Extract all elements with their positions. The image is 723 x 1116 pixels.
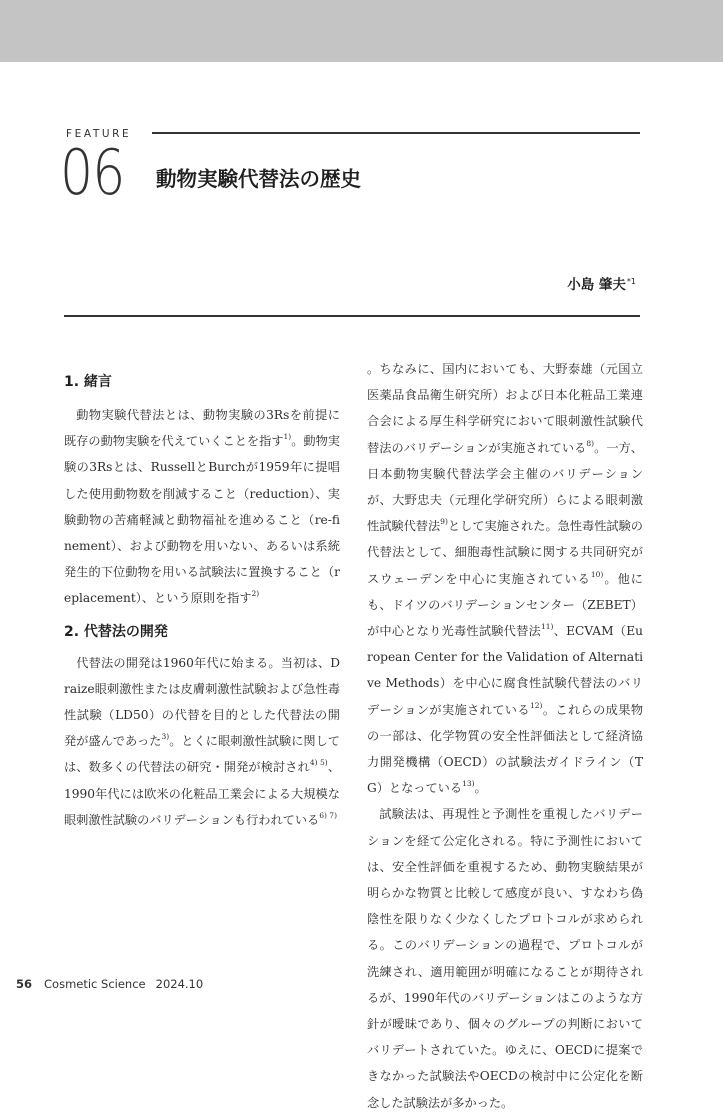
citation-ref: 4) 5) (309, 758, 328, 768)
article-title: 動物実験代替法の歴史 (156, 167, 361, 191)
author-rule (64, 315, 640, 317)
text-run: 代替法の開発は1960年代に始まる。当初は、Draize眼刺激性または皮膚刺激性試験および急性毒性試験（LD50）の代替を目的とした代替法の開発が盛んであった (64, 655, 340, 749)
author-footnote-mark: *1 (626, 277, 636, 286)
citation-ref: 2) (251, 589, 260, 599)
section-heading: 1. 緒言 (64, 374, 112, 390)
top-band (0, 0, 723, 62)
citation-ref: 10) (590, 569, 604, 579)
text-run: 。とくに眼刺激性試験に関しては、数多くの代替法の研究・開発が検討され (64, 734, 340, 775)
feature-rule (152, 132, 640, 134)
text-run: 。これらの成果物の一部は、化学物質の安全性評価法として経済協力開発機構（OECD）の試験法ガイドライン（TG）となっている (367, 702, 644, 796)
text-run: 。他にも、ドイツのバリデーションセンター（ZEBET）が中心となり光毒性試験代替法 (367, 571, 643, 639)
feature-number: 06 (60, 136, 125, 209)
issue-date: 2024.10 (155, 977, 204, 991)
paragraph (367, 356, 643, 801)
left-column (64, 372, 340, 833)
text-run: 。 (474, 781, 487, 796)
text-run: 試験法は、再現性と予測性を重視したバリデーションを経て公定化される。特に予測性においては、安全性評価を重視するため、動物実験結果が明らかな物質と比較して感度が良い、すなわち偽陰性を限りなく少なくしたプロトコルが求められる。このバリデーションの過程で、プロトコルが洗練され、適用範囲が明確になることが期待されるが、1990年代のバリデーションはこのような方針が曖昧であり、個々のグループの判断において バリデートされていた。ゆえに、OECDに提案できなかった試験法やOECDの検討中に公定化を断念した試験法が多かった。 (367, 807, 643, 1110)
paragraph (64, 402, 340, 612)
text-run: 。一方、日本動物実験代替法学会主催のバリデーションが、大野忠夫（元理化学研究所）らによる眼刺激性試験代替法 (367, 440, 643, 534)
right-column (367, 356, 643, 1116)
section-heading: 2. 代替法の開発 (64, 623, 168, 640)
author (567, 273, 636, 293)
text-run: として実施された。急性毒性試験の代替法として、細胞毒性試験に関する共同研究がスウェーデンを中心に実施されている (367, 519, 643, 586)
feature-label: FEATURE (66, 128, 132, 140)
citation-ref: 3) (161, 732, 170, 742)
text-run: 。動物実験の3Rsとは、RussellとBurchが1959年に提唱した使用動物数を削減すること（reduction）、実験動物の苦痛軽減と動物福祉を進めること（re-finement）、および動物を用いない、あるいは系統発生的下位動物を用いる試験法に置換すること（replacement）、という原則を指す (64, 434, 340, 606)
citation-ref: 6) 7) (319, 810, 337, 820)
citation-ref: 11) (540, 622, 554, 632)
text-run: 動物実験代替法とは、動物実験の3Rsを前提に既存の動物実験を代えていくことを指す (64, 408, 340, 449)
citation-ref: 9) (440, 517, 448, 527)
page-number: 56 (16, 977, 33, 991)
citation-ref: 1) (283, 432, 292, 442)
text-run: 、ECVAM（European Center for the Validation of Alternative Methods）を中心に腐食性試験代替法のバリデーションが実施されている (367, 624, 644, 717)
text-run: 、1990年代には欧米の化粧品工業会による大規模な眼刺激性試験のバリデーションも行われている (64, 760, 341, 827)
citation-ref: 12) (529, 700, 543, 710)
paragraph (64, 650, 340, 833)
citation-ref: 8) (586, 438, 595, 448)
text-run: 。ちなみに、国内においても、大野泰雄（元国立医薬品食品衛生研究所）および日本化粧品工業連合会による厚生科学研究において眼刺激性試験代替法のバリデーションが実施されている (367, 362, 643, 455)
footer (16, 977, 203, 991)
paragraph (367, 801, 643, 1115)
journal-name: Cosmetic Science (44, 977, 146, 991)
citation-ref: 13) (462, 779, 475, 789)
author-name: 小島 肇夫 (567, 277, 626, 293)
